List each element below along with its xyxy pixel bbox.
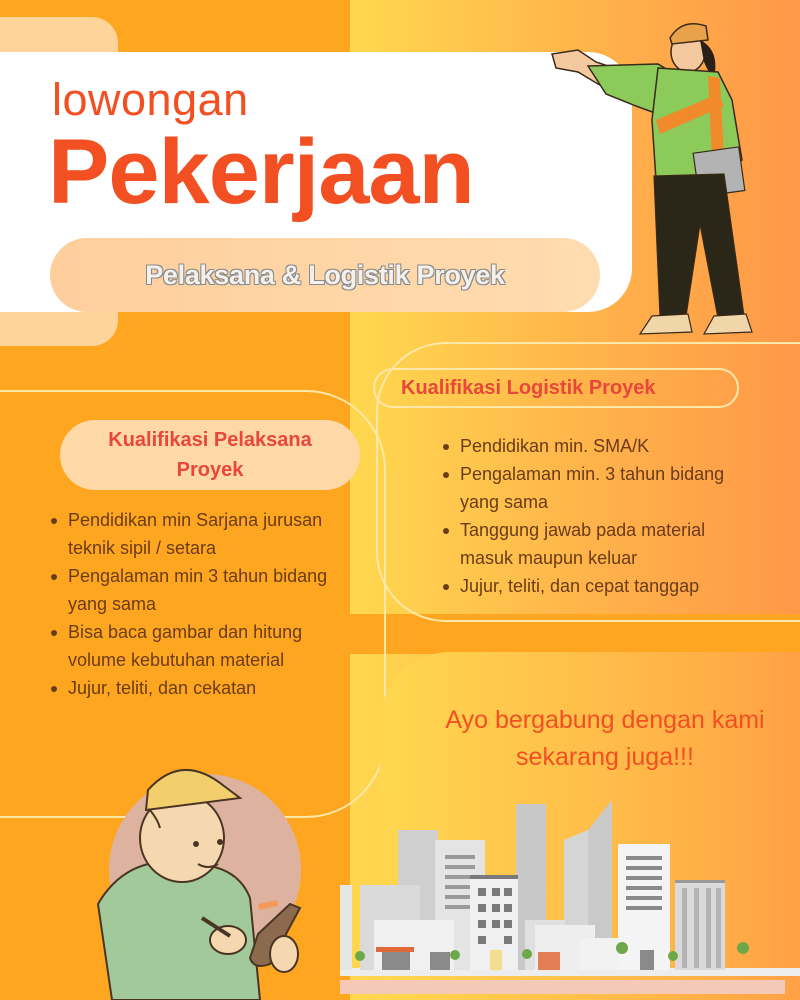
worker-clipboard-illustration: [90, 758, 320, 1000]
heading: Kualifikasi Logistik Proyek: [401, 377, 656, 399]
pelaksana-qualification-list: [48, 506, 338, 702]
list-item: Pendidikan min Sarjana jurusan teknik sipil / setara: [48, 506, 338, 562]
card-pelaksana-heading: [60, 420, 360, 490]
heading-line-2: Proyek: [176, 459, 244, 481]
card-logistik-heading: [373, 368, 739, 408]
page-title: Pekerjaan: [48, 121, 474, 223]
subtitle-pill: [50, 238, 600, 312]
heading-line-1: Kualifikasi Pelaksana: [108, 429, 312, 451]
list-item: Pengalaman min. 3 tahun bidang yang sama: [440, 460, 760, 516]
list-item: Pendidikan min. SMA/K: [440, 432, 760, 460]
list-item: Jujur, teliti, dan cekatan: [48, 674, 338, 702]
worker-pointing-illustration: [548, 10, 768, 340]
cta-text: Ayo bergabung dengan kami sekarang juga!!!: [445, 706, 765, 771]
list-item: Jujur, teliti, dan cepat tanggap: [440, 572, 760, 600]
subtitle: Pelaksana & Logistik Proyek: [145, 259, 505, 290]
city-buildings-illustration: [340, 800, 800, 1000]
list-item: Bisa baca gambar dan hitung volume kebutuhan material: [48, 618, 338, 674]
list-item: Pengalaman min 3 tahun bidang yang sama: [48, 562, 338, 618]
title-line-1: lowongan: [52, 74, 249, 125]
list-item: Tanggung jawab pada material masuk maupun keluar: [440, 516, 760, 572]
logistik-qualification-list: [440, 432, 760, 600]
